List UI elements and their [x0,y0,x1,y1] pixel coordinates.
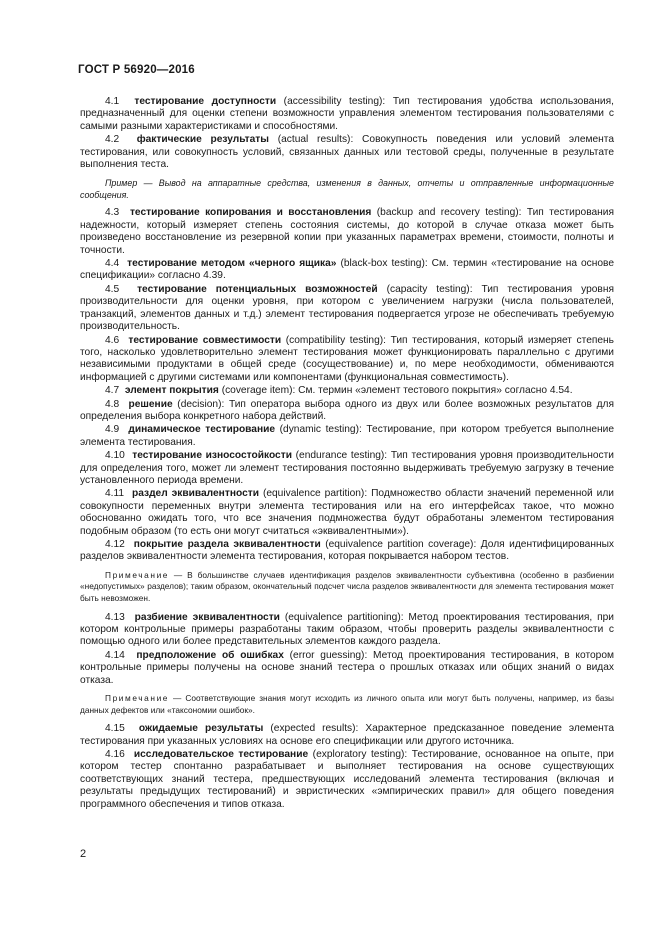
entry-number: 4.2 [105,134,120,146]
document-body [80,96,614,812]
entry-definition: (equivalence partitioning): Метод проектирования тестирования, при котором контрольные примеры разработаны таким образом, чтобы проверить разделы эквивалентности с помощью одного или более представительных элементов каждого раздела. [80,611,614,648]
entry-number: 4.4 [105,258,120,270]
entry-term: динамическое тестирование [128,424,276,436]
definition-entry [80,284,614,334]
entry-definition: (equivalence partition): Подмножество области значений переменной или совокупности переменных внутри элемента тестирования или на его интерфейсах такое, что можно обоснованно ожидать того, что все значения подмножества будут обработаны элементом тестирования подобным образом (то есть они могут считаться «эквивалентными»). [80,488,614,537]
entry-term: тестирование износостойкости [132,450,292,462]
entry-definition: (equivalence partition coverage): Доля идентифицированных разделов эквивалентности элемента тестирования, которая покрывается набором тестов. [80,539,614,563]
definition-entry [80,749,614,811]
entry-number: 4.14 [105,649,125,661]
definition-entry [80,385,614,397]
entry-definition: (actual results): Совокупность поведения или условий элемента тестирования, или совокупность условий, связанных данных или тестовой среды, полученные в результате выполнения теста. [80,134,614,171]
entry-definition: (expected results): Характерное предсказанное поведение элемента тестирования при указанных условиях на основе его спецификации или другого источника. [80,723,614,747]
entry-number: 4.16 [105,749,125,761]
entry-number: 4.10 [105,450,125,462]
entry-definition: (compatibility testing): Тип тестирования, который измеряет степень того, насколько удовлетворительно элемент тестирования может функционировать параллельно с другими независимыми продуктами в общей среде (сосуществование) и, по мере необходимости, обмениваются информацией с другими системами или компонентами (функциональная совместимость). [80,334,614,383]
entry-term: раздел эквивалентности [132,488,259,500]
entry-term: тестирование методом «черного ящика» [127,258,337,270]
definition-entry [80,96,614,133]
entry-number: 4.11 [105,488,125,500]
entry-number: 4.13 [105,611,125,623]
entry-number: 4.3 [105,207,120,219]
entry-term: элемент покрытия [124,385,219,397]
definition-entry [80,207,614,257]
definition-entry [80,399,614,424]
page-number: 2 [80,848,87,860]
entry-term: исследовательское тестирование [133,749,309,761]
entry-term: фактические результаты [136,134,269,146]
entry-definition: (error guessing): Метод проектирования тестирования, в котором контрольные примеры получены на основе знаний тестера о прошлых отказах или общих знаний о видах отказа. [80,649,614,686]
entry-number: 4.8 [105,398,120,410]
entry-definition: (accessibility testing): Тип тестирования удобства использования, предназначенный для оценки степени возможности управления элементом тестирования пользователями с самыми разными характеристиками и способностями. [80,96,614,132]
definition-entry [80,612,614,649]
definition-entry [80,450,614,487]
entry-term: тестирование доступности [134,96,277,107]
entry-definition: (backup and recovery testing): Тип тестирования надежности, который измеряет степень состояния системы, до которой в случае отказа может быть произведено восстановление из резервной копии при указанных параметрах времени, стоимости, полноты и точности. [80,207,614,256]
entry-number: 4.9 [105,424,120,436]
entry-term: тестирование совместимости [128,334,282,346]
example-text: Пример — Вывод на аппаратные средства, изменения в данных, отчеты и отправленные информационные сообщения. [80,178,614,201]
definition-entry [80,134,614,171]
note-text [80,570,614,605]
entry-term: тестирование потенциальных возможностей [137,283,378,295]
entry-number: 4.7 [105,385,120,397]
entry-term: решение [128,398,173,410]
entry-term: предположение об ошибках [136,649,284,661]
definition-entry [80,258,614,283]
entry-number: 4.15 [105,723,125,735]
definition-entry [80,723,614,748]
entry-term: тестирование копирования и восстановления [129,207,372,219]
note-label: Примечание [105,569,170,580]
entry-definition: (exploratory testing): Тестирование, основанное на опыте, при котором тестер спонтанно разрабатывает и выполняет тестирования на основе существующих соответствующих знаний тестера, предшествующих исследований элемента тестирования (включая и результаты предыдущих тестирований) и эвристических «эмпирических правил» для общего поведения программного обеспечения и типов отказа. [80,749,614,810]
entry-term: покрытие раздела эквивалентности [133,539,321,550]
note-body: — В большинстве случаев идентификация разделов эквивалентности субъективна (особенно в разбиении «недопустимых» разделов); таким образом, окончательный подсчет числа разделов эквивалентности для элемента тестирования может быть невозможен. [80,569,614,603]
entry-term: разбиение эквивалентности [134,611,280,623]
note-label: Примечание [105,693,170,704]
note-body: — Соответствующие знания могут исходить из личного опыта или могут быть получены, например, из базы данных дефектов или «таксономии ошибок». [80,693,614,715]
entry-number: 4.1 [105,96,120,107]
document-header: ГОСТ Р 56920—2016 [78,64,195,76]
entry-definition: (decision): Тип оператора выбора одного из двух или более возможных результатов для определения выбора конкретного набора действий. [80,398,614,422]
entry-number: 4.12 [105,539,125,550]
definition-entry [80,488,614,538]
entry-definition: (dynamic testing): Тестирование, при котором требуется выполнение элемента тестирования. [80,424,614,448]
entry-number: 4.5 [105,283,120,295]
note-text [80,693,614,716]
definition-entry [80,335,614,385]
entry-term: ожидаемые результаты [138,723,264,735]
definition-entry [80,650,614,687]
entry-definition: (endurance testing): Тип тестирования уровня производительности для определения того, может ли элемент тестирования постоянно выдерживать требуемую загрузку в течение установленного периода времени. [80,450,614,486]
definition-entry [80,424,614,449]
entry-definition: (black-box testing): См. термин «тестирование на основе спецификации» согласно 4.39. [80,258,614,282]
entry-definition: (capacity testing): Тип тестирования уровня производительности для оценки уровня, при котором с увеличением нагрузки (числа пользователей, транзакций, элементов данных и т.д.) элемент тестирования подвергается угрозе не обеспечивать требуемую производительность. [80,283,614,333]
definition-entry [80,539,614,564]
entry-number: 4.6 [105,334,120,346]
entry-definition: (coverage item): См. термин «элемент тестового покрытия» согласно 4.54. [218,385,573,397]
